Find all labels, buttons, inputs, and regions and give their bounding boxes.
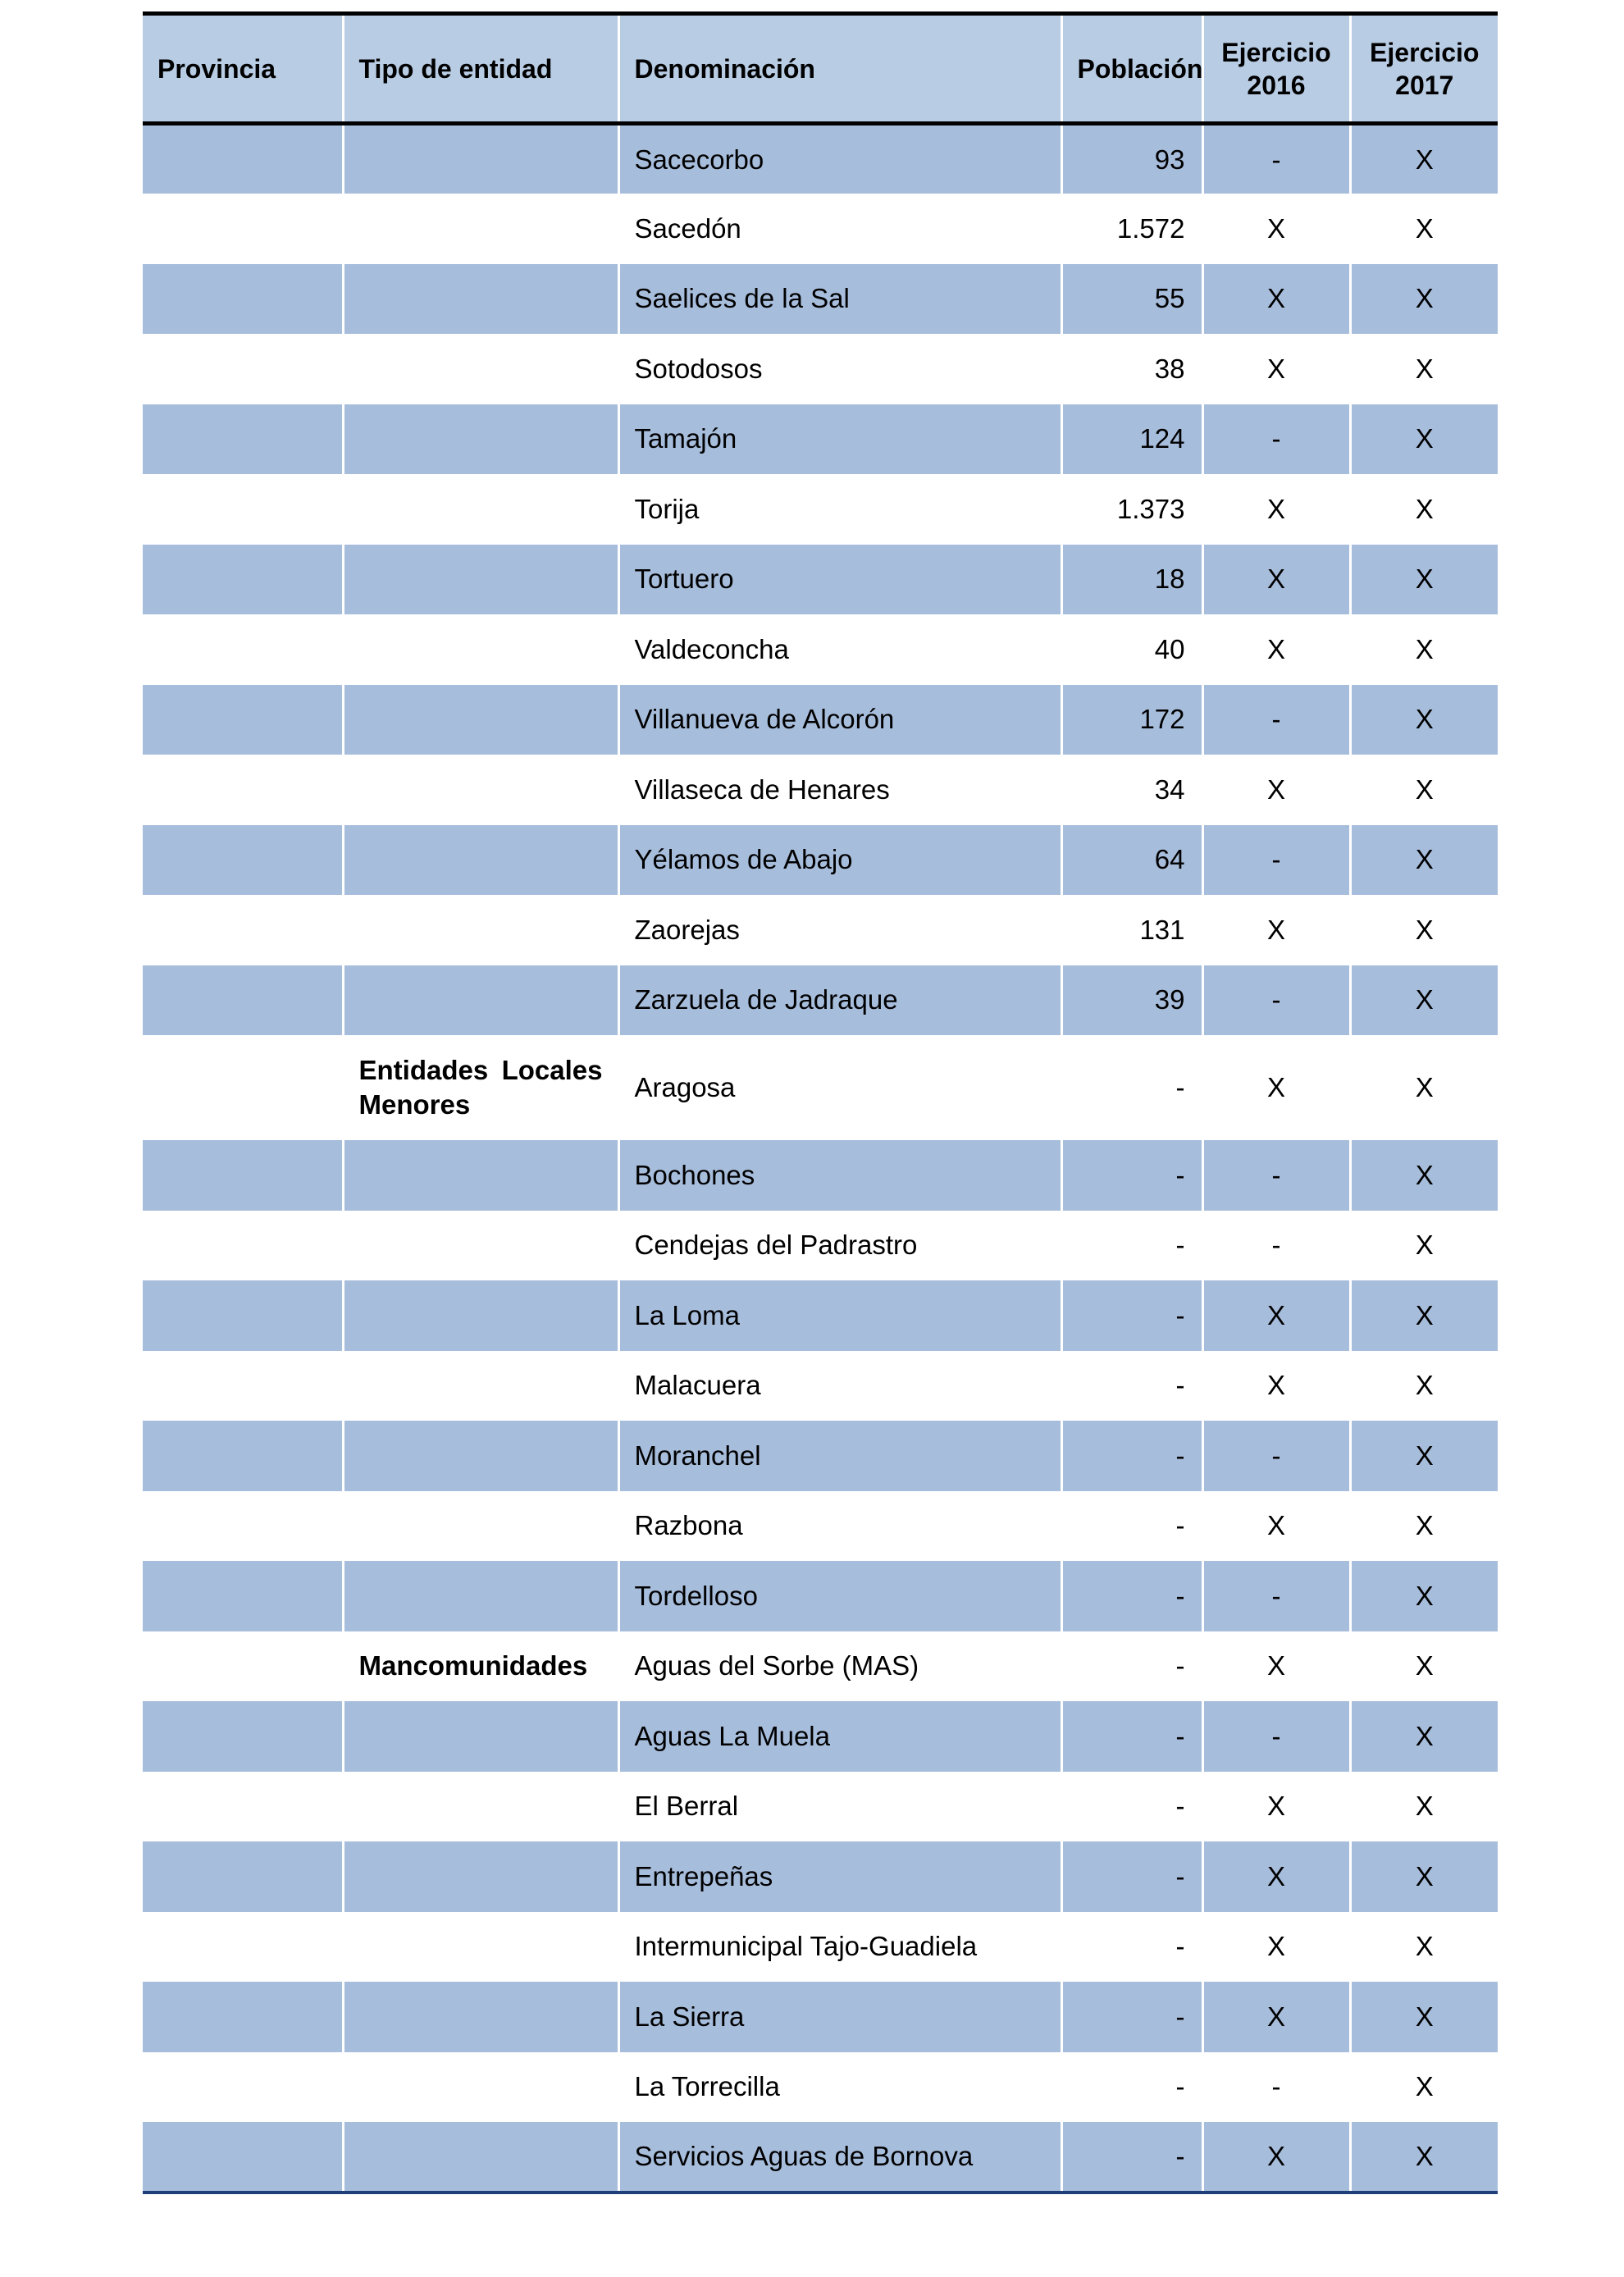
cell-provincia <box>143 1772 343 1842</box>
cell-tipo-entidad: Mancomunidades <box>343 1631 618 1702</box>
cell-provincia <box>143 895 343 965</box>
cell-denominacion: Cendejas del Padrastro <box>618 1211 1061 1281</box>
cell-poblacion: 1.572 <box>1061 194 1202 264</box>
cell-provincia <box>143 614 343 685</box>
cell-poblacion: - <box>1061 2122 1202 2193</box>
table-row <box>143 1211 1498 1281</box>
cell-poblacion: 34 <box>1061 755 1202 825</box>
cell-ejercicio-2016: - <box>1202 1421 1350 1491</box>
cell-denominacion: Zaorejas <box>618 895 1061 965</box>
cell-denominacion: La Sierra <box>618 1982 1061 2052</box>
table-row <box>143 1841 1498 1912</box>
cell-provincia <box>143 1912 343 1983</box>
table-row <box>143 965 1498 1036</box>
header-poblacion: Población <box>1061 14 1202 124</box>
cell-denominacion: Villanueva de Alcorón <box>618 685 1061 755</box>
cell-ejercicio-2016: X <box>1202 264 1350 335</box>
cell-poblacion: - <box>1061 1211 1202 1281</box>
cell-poblacion: - <box>1061 1772 1202 1842</box>
cell-ejercicio-2017: X <box>1350 264 1498 335</box>
table-row <box>143 194 1498 264</box>
table-row <box>143 1491 1498 1562</box>
cell-poblacion: - <box>1061 1841 1202 1912</box>
cell-denominacion: Saelices de la Sal <box>618 264 1061 335</box>
table-row <box>143 825 1498 896</box>
cell-provincia <box>143 1280 343 1351</box>
header-tipo-entidad: Tipo de entidad <box>343 14 618 124</box>
cell-tipo-entidad <box>343 474 618 545</box>
table-row <box>143 545 1498 615</box>
cell-ejercicio-2016: X <box>1202 2122 1350 2193</box>
cell-tipo-entidad <box>343 2122 618 2193</box>
cell-poblacion: 124 <box>1061 404 1202 475</box>
cell-denominacion: Aragosa <box>618 1035 1061 1140</box>
cell-tipo-entidad <box>343 1982 618 2052</box>
cell-tipo-entidad <box>343 1841 618 1912</box>
cell-ejercicio-2017: X <box>1350 2052 1498 2123</box>
cell-provincia <box>143 1351 343 1421</box>
cell-ejercicio-2016: X <box>1202 1772 1350 1842</box>
cell-ejercicio-2017: X <box>1350 1841 1498 1912</box>
cell-provincia <box>143 124 343 194</box>
cell-tipo-entidad: Entidades Locales Menores <box>343 1035 618 1140</box>
cell-ejercicio-2017: X <box>1350 334 1498 404</box>
cell-provincia <box>143 1561 343 1631</box>
cell-tipo-entidad <box>343 755 618 825</box>
cell-ejercicio-2017: X <box>1350 965 1498 1036</box>
cell-poblacion: - <box>1061 1912 1202 1983</box>
cell-denominacion: Yélamos de Abajo <box>618 825 1061 896</box>
cell-denominacion: La Torrecilla <box>618 2052 1061 2123</box>
cell-tipo-entidad <box>343 404 618 475</box>
cell-ejercicio-2017: X <box>1350 474 1498 545</box>
cell-provincia <box>143 2052 343 2123</box>
cell-ejercicio-2016: - <box>1202 1211 1350 1281</box>
table-row <box>143 1701 1498 1772</box>
table-row <box>143 404 1498 475</box>
table-body <box>143 124 1498 2193</box>
header-row <box>143 14 1498 124</box>
cell-denominacion: Torija <box>618 474 1061 545</box>
cell-ejercicio-2016: - <box>1202 404 1350 475</box>
cell-denominacion: Moranchel <box>618 1421 1061 1491</box>
cell-tipo-entidad <box>343 334 618 404</box>
table-row <box>143 1982 1498 2052</box>
cell-ejercicio-2017: X <box>1350 1351 1498 1421</box>
cell-tipo-entidad <box>343 1211 618 1281</box>
table-row <box>143 2122 1498 2193</box>
cell-poblacion: - <box>1061 1491 1202 1562</box>
cell-provincia <box>143 965 343 1036</box>
cell-poblacion: 40 <box>1061 614 1202 685</box>
table-row <box>143 1561 1498 1631</box>
cell-ejercicio-2016: X <box>1202 895 1350 965</box>
cell-ejercicio-2017: X <box>1350 1421 1498 1491</box>
cell-ejercicio-2016: - <box>1202 965 1350 1036</box>
cell-denominacion: El Berral <box>618 1772 1061 1842</box>
cell-ejercicio-2017: X <box>1350 1912 1498 1983</box>
cell-denominacion: Tordelloso <box>618 1561 1061 1631</box>
cell-tipo-entidad <box>343 124 618 194</box>
cell-ejercicio-2016: - <box>1202 1561 1350 1631</box>
cell-ejercicio-2016: X <box>1202 194 1350 264</box>
header-provincia: Provincia <box>157 53 276 84</box>
cell-poblacion: - <box>1061 2052 1202 2123</box>
cell-provincia <box>143 1211 343 1281</box>
cell-tipo-entidad <box>343 1561 618 1631</box>
cell-poblacion: 93 <box>1061 124 1202 194</box>
cell-denominacion: Valdeconcha <box>618 614 1061 685</box>
cell-ejercicio-2016: X <box>1202 1035 1350 1140</box>
table-row <box>143 1140 1498 1211</box>
cell-denominacion: La Loma <box>618 1280 1061 1351</box>
cell-ejercicio-2017: X <box>1350 755 1498 825</box>
cell-ejercicio-2016: X <box>1202 614 1350 685</box>
cell-provincia <box>143 825 343 896</box>
cell-tipo-entidad <box>343 1491 618 1562</box>
entity-table-container <box>143 11 1498 2194</box>
cell-poblacion: 38 <box>1061 334 1202 404</box>
cell-ejercicio-2016: - <box>1202 685 1350 755</box>
cell-poblacion: - <box>1061 1351 1202 1421</box>
table-row <box>143 1351 1498 1421</box>
cell-ejercicio-2016: X <box>1202 1631 1350 1702</box>
cell-tipo-entidad <box>343 1140 618 1211</box>
cell-ejercicio-2017: X <box>1350 1631 1498 1702</box>
cell-ejercicio-2016: X <box>1202 1912 1350 1983</box>
cell-ejercicio-2017: X <box>1350 1035 1498 1140</box>
header-ejercicio-2016-year: 2016 <box>1247 70 1306 100</box>
cell-ejercicio-2017: X <box>1350 1561 1498 1631</box>
cell-ejercicio-2017: X <box>1350 194 1498 264</box>
cell-provincia <box>143 685 343 755</box>
cell-denominacion: Sacedón <box>618 194 1061 264</box>
cell-tipo-entidad <box>343 1772 618 1842</box>
table-row <box>143 614 1498 685</box>
header-ejercicio-2017-year: 2017 <box>1395 70 1454 100</box>
cell-tipo-entidad <box>343 614 618 685</box>
cell-poblacion: 39 <box>1061 965 1202 1036</box>
cell-ejercicio-2017: X <box>1350 685 1498 755</box>
table-row <box>143 124 1498 194</box>
cell-tipo-entidad <box>343 1280 618 1351</box>
cell-provincia <box>143 1491 343 1562</box>
cell-denominacion: Zarzuela de Jadraque <box>618 965 1061 1036</box>
cell-provincia <box>143 1631 343 1702</box>
table-row <box>143 895 1498 965</box>
table-row <box>143 1772 1498 1842</box>
cell-tipo-entidad <box>343 895 618 965</box>
cell-denominacion: Malacuera <box>618 1351 1061 1421</box>
cell-provincia <box>143 334 343 404</box>
cell-provincia <box>143 1421 343 1491</box>
table-row <box>143 1280 1498 1351</box>
table-row <box>143 1035 1498 1140</box>
cell-tipo-entidad <box>343 545 618 615</box>
cell-provincia <box>143 404 343 475</box>
table-row <box>143 755 1498 825</box>
cell-denominacion: Aguas del Sorbe (MAS) <box>618 1631 1061 1702</box>
cell-ejercicio-2016: - <box>1202 1701 1350 1772</box>
cell-denominacion: Aguas La Muela <box>618 1701 1061 1772</box>
cell-ejercicio-2016: - <box>1202 2052 1350 2123</box>
cell-ejercicio-2017: X <box>1350 1982 1498 2052</box>
cell-poblacion: - <box>1061 1280 1202 1351</box>
header-ejercicio-2016 <box>1202 14 1350 124</box>
table-header <box>143 14 1498 124</box>
cell-tipo-entidad <box>343 1701 618 1772</box>
cell-ejercicio-2017: X <box>1350 404 1498 475</box>
cell-ejercicio-2017: X <box>1350 1701 1498 1772</box>
cell-tipo-entidad <box>343 1912 618 1983</box>
cell-provincia <box>143 545 343 615</box>
table-row <box>143 334 1498 404</box>
cell-denominacion: Servicios Aguas de Bornova <box>618 2122 1061 2193</box>
header-ejercicio-2016-label: Ejercicio <box>1221 37 1331 67</box>
header-ejercicio-2017 <box>1350 14 1498 124</box>
cell-denominacion: Entrepeñas <box>618 1841 1061 1912</box>
cell-ejercicio-2016: - <box>1202 1140 1350 1211</box>
cell-provincia <box>143 1841 343 1912</box>
cell-poblacion: - <box>1061 1421 1202 1491</box>
cell-poblacion: - <box>1061 1631 1202 1702</box>
cell-ejercicio-2017: X <box>1350 614 1498 685</box>
cell-ejercicio-2016: - <box>1202 825 1350 896</box>
table-row <box>143 1631 1498 1702</box>
cell-poblacion: - <box>1061 1140 1202 1211</box>
cell-ejercicio-2017: X <box>1350 895 1498 965</box>
table-row <box>143 685 1498 755</box>
entity-table <box>143 11 1498 2194</box>
table-row <box>143 2052 1498 2123</box>
cell-tipo-entidad <box>343 965 618 1036</box>
cell-provincia <box>143 755 343 825</box>
cell-ejercicio-2017: X <box>1350 1211 1498 1281</box>
cell-poblacion: 131 <box>1061 895 1202 965</box>
cell-denominacion: Sotodosos <box>618 334 1061 404</box>
cell-provincia <box>143 1982 343 2052</box>
cell-provincia <box>143 194 343 264</box>
cell-tipo-entidad <box>343 1421 618 1491</box>
cell-provincia <box>143 1701 343 1772</box>
cell-ejercicio-2016: X <box>1202 755 1350 825</box>
cell-ejercicio-2017: X <box>1350 825 1498 896</box>
cell-tipo-entidad <box>343 194 618 264</box>
cell-tipo-entidad <box>343 685 618 755</box>
cell-ejercicio-2017: X <box>1350 1280 1498 1351</box>
cell-ejercicio-2017: X <box>1350 1772 1498 1842</box>
cell-ejercicio-2016: X <box>1202 1280 1350 1351</box>
cell-denominacion: Tortuero <box>618 545 1061 615</box>
table-row <box>143 1421 1498 1491</box>
cell-ejercicio-2017: X <box>1350 1140 1498 1211</box>
cell-denominacion: Sacecorbo <box>618 124 1061 194</box>
cell-ejercicio-2016: X <box>1202 1351 1350 1421</box>
table-row <box>143 474 1498 545</box>
cell-poblacion: 1.373 <box>1061 474 1202 545</box>
cell-ejercicio-2016: X <box>1202 1982 1350 2052</box>
cell-denominacion: Intermunicipal Tajo-Guadiela <box>618 1912 1061 1983</box>
table-row <box>143 264 1498 335</box>
cell-tipo-entidad <box>343 825 618 896</box>
cell-denominacion: Razbona <box>618 1491 1061 1562</box>
cell-provincia <box>143 1035 343 1140</box>
cell-denominacion: Villaseca de Henares <box>618 755 1061 825</box>
table-row <box>143 1912 1498 1983</box>
cell-ejercicio-2016: X <box>1202 334 1350 404</box>
cell-ejercicio-2017: X <box>1350 1491 1498 1562</box>
cell-ejercicio-2016: X <box>1202 1841 1350 1912</box>
cell-poblacion: - <box>1061 1561 1202 1631</box>
cell-poblacion: - <box>1061 1035 1202 1140</box>
cell-ejercicio-2017: X <box>1350 124 1498 194</box>
cell-ejercicio-2016: - <box>1202 124 1350 194</box>
cell-ejercicio-2016: X <box>1202 545 1350 615</box>
cell-provincia <box>143 1140 343 1211</box>
cell-ejercicio-2016: X <box>1202 1491 1350 1562</box>
cell-provincia <box>143 474 343 545</box>
cell-tipo-entidad <box>343 1351 618 1421</box>
cell-tipo-entidad <box>343 264 618 335</box>
cell-poblacion: 64 <box>1061 825 1202 896</box>
cell-ejercicio-2016: X <box>1202 474 1350 545</box>
cell-provincia <box>143 264 343 335</box>
cell-poblacion: 18 <box>1061 545 1202 615</box>
cell-poblacion: - <box>1061 1701 1202 1772</box>
cell-poblacion: 55 <box>1061 264 1202 335</box>
cell-ejercicio-2017: X <box>1350 545 1498 615</box>
cell-poblacion: - <box>1061 1982 1202 2052</box>
cell-denominacion: Bochones <box>618 1140 1061 1211</box>
cell-provincia <box>143 2122 343 2193</box>
header-denominacion: Denominación <box>618 14 1061 124</box>
cell-poblacion: 172 <box>1061 685 1202 755</box>
cell-denominacion: Tamajón <box>618 404 1061 475</box>
cell-tipo-entidad <box>343 2052 618 2123</box>
cell-ejercicio-2017: X <box>1350 2122 1498 2193</box>
header-ejercicio-2017-label: Ejercicio <box>1370 37 1480 67</box>
